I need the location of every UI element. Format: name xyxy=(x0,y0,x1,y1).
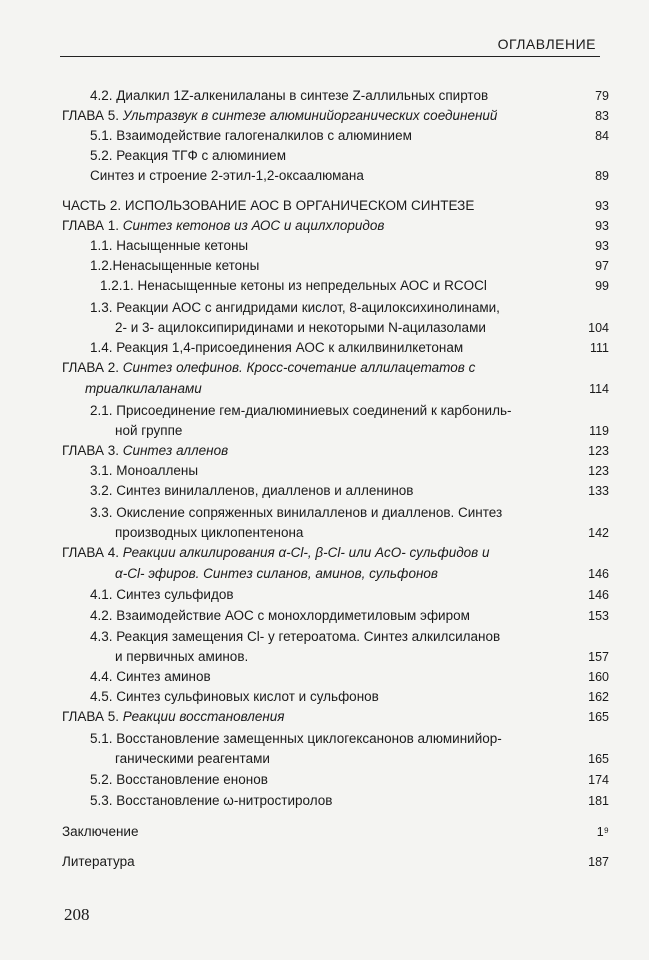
toc-entry[interactable]: 1.2.1. Ненасыщенные кетоны из непредельных АОС и RCOCl 99 xyxy=(100,278,609,293)
toc-entry-conclusion[interactable]: Заключение 1⁹ xyxy=(62,824,609,839)
toc-entry[interactable]: Синтез и строение 2-этил-1,2-оксаалюмана 89 xyxy=(90,168,609,183)
toc-entry[interactable]: α-Cl- эфиров. Синтез силанов, аминов, сульфонов 146 xyxy=(115,566,609,581)
toc-part-heading[interactable]: ЧАСТЬ 2. ИСПОЛЬЗОВАНИЕ АОС В ОРГАНИЧЕСКОМ СИНТЕЗЕ 93 xyxy=(62,198,609,213)
toc-entry[interactable]: 4.5. Синтез сульфиновых кислот и сульфонов 162 xyxy=(90,689,609,704)
toc-entry[interactable]: 5.2. Восстановление енонов 174 xyxy=(90,772,609,787)
toc-entry[interactable]: ГЛАВА 5. Ультразвук в синтезе алюминийорганических соединений 83 xyxy=(62,108,609,123)
toc-entry[interactable]: 5.1. Взаимодействие галогеналкилов с алюминием 84 xyxy=(90,128,609,143)
toc-entry[interactable]: 1.2.Ненасыщенные кетоны 97 xyxy=(90,258,609,273)
toc-entry[interactable]: ганическими реагентами 165 xyxy=(115,751,609,766)
toc-entry[interactable]: 1.4. Реакция 1,4-присоединения АОС к алкилвинилкетонам 111 xyxy=(90,340,609,355)
toc-entry[interactable]: 1.1. Насыщенные кетоны 93 xyxy=(90,238,609,253)
toc-entry[interactable]: 4.2. Взаимодействие АОС с монохлордиметиловым эфиром 153 xyxy=(90,608,609,623)
toc-entry[interactable]: ГЛАВА 5. Реакции восстановления 165 xyxy=(62,709,609,724)
toc-entry[interactable]: 1.3. Реакции АОС с ангидридами кислот, 8-ацилоксихинолинами, xyxy=(90,300,500,315)
toc-entry[interactable]: ГЛАВА 3. Синтез алленов 123 xyxy=(62,443,609,458)
toc-entry[interactable]: 3.2. Синтез винилалленов, диалленов и алленинов 133 xyxy=(90,483,609,498)
header-title: ОГЛАВЛЕНИЕ xyxy=(497,36,596,52)
toc-entry[interactable]: 4.3. Реакция замещения Cl- у гетероатома. Синтез алкилсиланов xyxy=(90,629,501,644)
toc-entry[interactable]: 2- и 3- ацилоксипиридинами и некоторыми N-ацилазолами 104 xyxy=(115,320,609,335)
toc-entry[interactable]: 4.1. Синтез сульфидов 146 xyxy=(90,587,609,602)
toc-entry[interactable]: 4.4. Синтез аминов 160 xyxy=(90,669,609,684)
page-number: 208 xyxy=(64,905,90,924)
toc-entry[interactable]: 2.1. Присоединение гем-диалюминиевых соединений к карбониль- xyxy=(90,403,512,418)
toc-entry[interactable]: ГЛАВА 4. Реакции алкилирования α-Cl-, β-Cl- или AcO- сульфидов и xyxy=(62,545,490,560)
toc-entry[interactable]: ной группе 119 xyxy=(115,423,609,438)
toc-entry[interactable]: 5.3. Восстановление ω-нитростиролов 181 xyxy=(90,793,609,808)
toc-entry[interactable]: 5.2. Реакция ТГФ с алюминием xyxy=(90,148,286,163)
toc-entry-references[interactable]: Литература 187 xyxy=(62,854,609,869)
toc-entry[interactable]: триалкилаланами 114 xyxy=(85,381,609,396)
toc-entry[interactable]: 3.3. Окисление сопряженных винилалленов и диалленов. Синтез xyxy=(90,505,503,520)
toc-entry[interactable]: и первичных аминов. 157 xyxy=(115,649,609,664)
toc-entry[interactable]: 5.1. Восстановление замещенных циклогексанонов алюминийор- xyxy=(90,731,502,746)
toc-entry[interactable]: 3.1. Моноаллены 123 xyxy=(90,463,609,478)
toc-entry[interactable]: ГЛАВА 1. Синтез кетонов из АОС и ацилхлоридов 93 xyxy=(62,218,609,233)
toc-entry[interactable]: 4.2. Диалкил 1Z-алкенилаланы в синтезе Z-аллильных спиртов 79 xyxy=(90,88,609,103)
toc-entry[interactable]: производных циклопентенона 142 xyxy=(115,525,609,540)
toc-entry[interactable]: ГЛАВА 2. Синтез олефинов. Кросс-сочетание аллилацетатов с xyxy=(62,360,476,375)
